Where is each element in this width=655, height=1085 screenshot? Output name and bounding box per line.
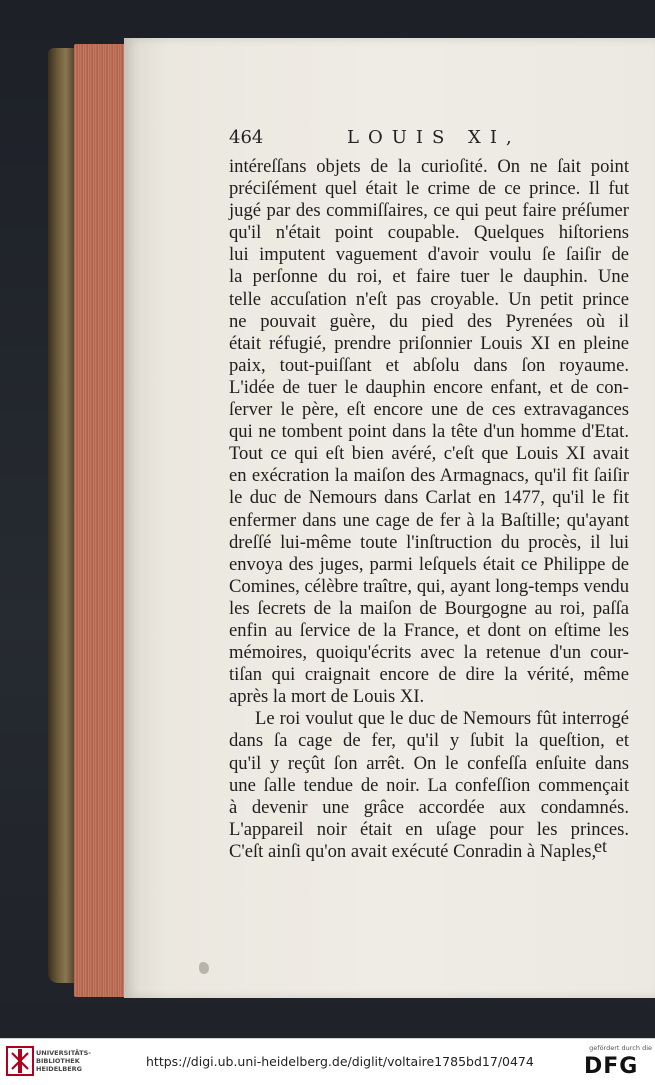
text-line: qu'il y reçût ſon arrêt. On le confeſſa enſuite dans <box>229 752 629 774</box>
text-line: enfin au ſervice de la France, et dont on eſtime les <box>229 619 629 641</box>
text-line: était réfugié, prendre priſonnier Louis XI en pleine <box>229 332 629 354</box>
text-line: en exécration la maiſon des Armagnacs, qu'il fit ſaiſir <box>229 465 629 487</box>
paper-stain <box>199 962 209 974</box>
page-number: 464 <box>229 127 264 148</box>
text-line: dans ſa cage de fer, qu'il y ſubit la queſtion, et <box>229 730 629 752</box>
text-line: envoya des juges, parmi leſquels était ce Philippe de <box>229 553 629 575</box>
text-line: la perſonne du roi, et faire tuer le dauphin. Une <box>229 266 629 288</box>
text-line: le duc de Nemours dans Carlat en 1477, qu'il le fit <box>229 487 629 509</box>
text-line: lui imputent vaguement d'avoir voulu ſe ſaiſir de <box>229 244 629 266</box>
library-name-line: HEIDELBERG <box>36 1065 83 1073</box>
text-line: enfermer dans une cage de fer à la Baſtille; qu'ayant <box>229 509 629 531</box>
library-name-line: BIBLIOTHEK <box>36 1057 80 1065</box>
text-line: intéreſſans objets de la curioſité. On ne ſait point <box>229 156 629 177</box>
dfg-logo: DFG <box>584 1054 639 1079</box>
text-line: qui ne tombent point dans la tête d'un homme d'Etat. <box>229 421 629 443</box>
university-library-logo-icon <box>6 1045 34 1077</box>
text-line: Le roi voulut que le duc de Nemours fût interrogé <box>255 708 629 730</box>
text-line: ne pouvait guère, du pied des Pyrenées où il <box>229 310 629 332</box>
text-line: telle accuſation n'eſt pas croyable. Un petit prince <box>229 288 629 310</box>
text-line: jugé par des commiſſaires, ce qui peut faire préſumer <box>229 200 629 222</box>
text-line: à devenir une grâce accordée aux condamnés. <box>229 796 629 818</box>
permalink-url[interactable]: https://digi.ub.uni-heidelberg.de/diglit/voltaire1785bd17/0474 <box>146 1054 534 1069</box>
catchword: et <box>594 836 607 856</box>
page-edges <box>74 44 128 997</box>
text-line: les ſecrets de la maiſon de Bourgogne au roi, paſſa <box>229 597 629 619</box>
text-line: paix, tout-puiſſant et abſolu dans ſon royaume. <box>229 354 629 376</box>
text-line: tiſan qui craignait encore de dire la vérité, même <box>229 664 629 686</box>
text-line: Comines, célèbre traître, qui, ayant long-temps vendu <box>229 575 629 597</box>
library-name <box>36 1049 126 1073</box>
text-line: L'appareil noir était en uſage pour les princes. <box>229 818 629 840</box>
funding-note: gefördert durch die <box>589 1044 652 1052</box>
viewer-footer <box>0 1038 655 1085</box>
running-title: LOUIS XI, <box>347 127 521 148</box>
text-line: une ſalle tendue de noir. La confeſſion commençait <box>229 774 629 796</box>
text-line: préciſément quel était le crime de ce prince. Il fut <box>229 178 629 200</box>
text-line: dreſſé lui-même toute l'inſtruction du procès, il lui <box>229 531 629 553</box>
library-name-line: UNIVERSITÄTS- <box>36 1049 91 1057</box>
text-line: Tout ce qui eſt bien avéré, c'eſt que Louis XI avait <box>229 443 629 465</box>
text-line: après la mort de Louis XI. <box>229 686 425 708</box>
text-line: ſerver le père, eſt encore une de ces extravagances <box>229 399 629 421</box>
text-line: L'idée de tuer le dauphin encore enfant, et de con- <box>229 376 629 398</box>
text-line: mémoires, quoiqu'écrits avec la retenue d'un cour- <box>229 642 629 664</box>
text-line: qu'il n'était point coupable. Quelques hiſtoriens <box>229 222 629 244</box>
body-text <box>229 156 629 863</box>
running-head <box>229 127 609 149</box>
text-line: C'eſt ainſi qu'on avait exécuté Conradin à Naples, <box>229 840 597 862</box>
